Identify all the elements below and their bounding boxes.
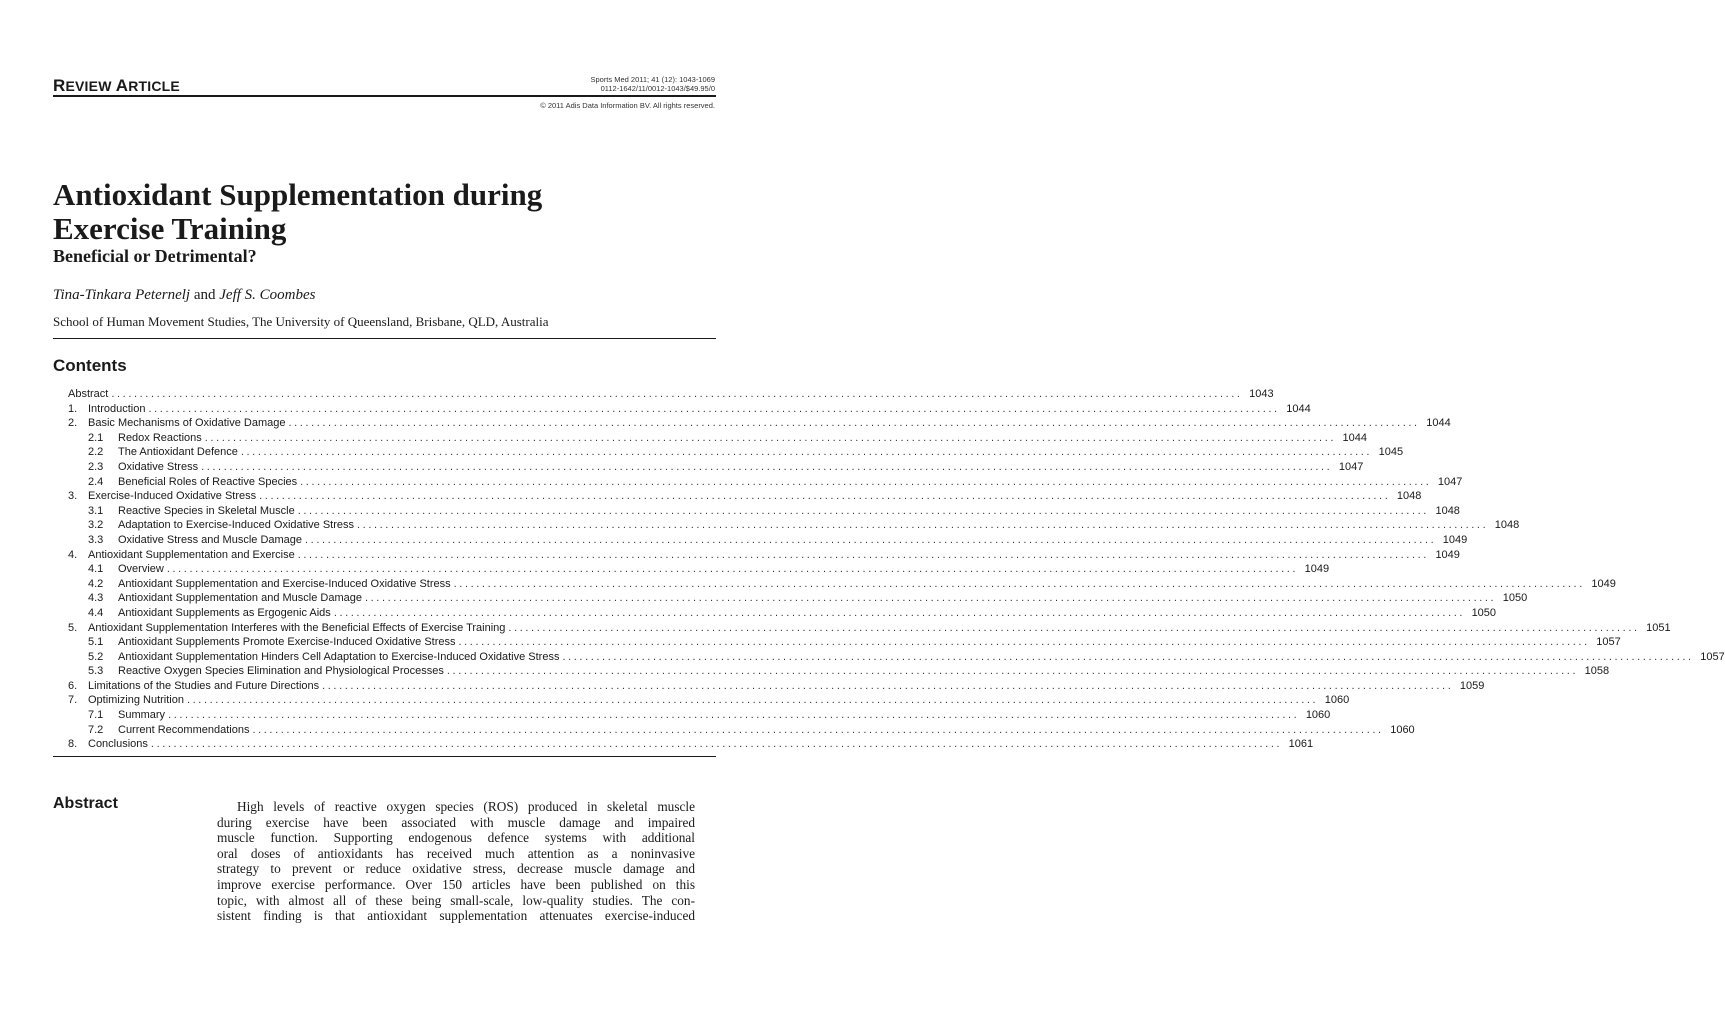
toc-entry-page: 1044 [1342,431,1368,444]
article-type-initial: R [53,76,66,95]
toc-entry[interactable] [53,591,1528,606]
toc-entry-label: Redox Reactions [118,431,202,444]
toc-dot-leader: ........................................................................................................................................................................................................ [186,694,1319,707]
toc-entry-label: Overview [118,563,164,576]
toc-dot-leader: ........................................................................................................................................................................................................ [508,621,1640,634]
article-title-line-2: Exercise Training [53,211,287,246]
toc-entry[interactable] [53,431,1368,446]
toc-entry-number: 4. [68,548,78,561]
article-type-rest: EVIEW [65,78,112,94]
toc-dot-leader: ........................................................................................................................................................................................................ [259,490,1391,503]
author-separator: and [190,287,220,303]
toc-entry[interactable] [53,387,1274,402]
toc-entry-page: 1048 [1435,504,1460,517]
toc-dot-leader: ........................................................................................................................................................................................................ [297,504,1429,517]
toc-entry[interactable] [53,489,1422,504]
toc-entry-label: Reactive Species in Skeletal Muscle [118,504,295,517]
toc-dot-leader: ........................................................................................................................................................................................................ [364,592,1497,605]
table-of-contents [53,387,1725,752]
toc-entry-page: 1050 [1502,592,1528,605]
toc-entry-page: 1051 [1646,621,1671,634]
toc-entry-number: 4.4 [88,606,104,619]
toc-entry-label: The Antioxidant Defence [118,446,238,459]
abstract-line: topic, with almost all of these being small-scale, low-quality studies. The con- [217,892,695,908]
toc-entry-number: 6. [68,679,78,692]
toc-entry[interactable] [53,679,1485,694]
article-subtitle: Beneficial or Detrimental? [53,246,257,266]
toc-entry[interactable] [53,475,1463,490]
article-title [53,178,713,246]
toc-entry-number: 1. [68,402,78,415]
toc-entry[interactable] [53,606,1497,621]
toc-dot-leader: ........................................................................................................................................................................................................ [150,738,1283,751]
abstract-text [217,799,695,924]
toc-dot-leader: ........................................................................................................................................................................................................ [111,388,1243,400]
toc-entry-number: 3.2 [88,519,104,532]
toc-entry-label: Basic Mechanisms of Oxidative Damage [88,417,286,430]
toc-entry-number: 4.3 [88,592,104,605]
header-divider [53,95,716,97]
toc-entry-label: Antioxidant Supplements Promote Exercise-Induced Oxidative Stress [118,636,456,649]
toc-dot-leader: ........................................................................................................................................................................................................ [453,577,1585,590]
toc-entry-label: Abstract [68,388,109,400]
toc-entry-number: 2.1 [88,431,104,444]
title-divider [53,338,716,339]
toc-entry[interactable] [53,650,1725,665]
toc-entry[interactable] [53,533,1468,548]
toc-entry[interactable] [53,548,1460,563]
toc-entry[interactable] [53,693,1350,708]
article-type-label [53,76,180,96]
toc-entry-label: Adaptation to Exercise-Induced Oxidative Stress [118,519,355,532]
toc-entry[interactable] [53,723,1415,738]
toc-entry-label: Current Recommendations [118,723,250,736]
toc-entry-number: 2.4 [88,475,104,488]
toc-entry-page: 1057 [1700,650,1725,663]
toc-entry-label: Conclusions [88,738,148,751]
abstract-line: High levels of reactive oxygen species (ROS) produced in skeletal muscle [237,799,695,814]
toc-entry-label: Antioxidant Supplementation and Exercise-Induced Oxidative Stress [118,577,451,590]
toc-entry[interactable] [53,416,1451,431]
toc-entry[interactable] [53,621,1671,636]
toc-entry-page: 1057 [1596,636,1621,649]
toc-entry-page: 1044 [1286,402,1311,415]
toc-entry-number: 3.1 [88,504,104,517]
abstract-line: oral doses of antioxidants has received much attention as a noninvasive [217,845,695,861]
toc-entry-label: Antioxidant Supplementation Hinders Cell Adaptation to Exercise-Induced Oxidative Stress [118,650,560,663]
toc-entry-page: 1060 [1324,694,1350,707]
toc-entry[interactable] [53,460,1364,475]
toc-entry-label: Reactive Oxygen Species Elimination and Physiological Processes [118,665,444,678]
abstract-line: sistent finding is that antioxidant supplementation attenuates exercise-induced [217,908,695,924]
toc-entry-page: 1049 [1442,533,1468,546]
abstract-heading: Abstract [53,795,118,812]
toc-entry[interactable] [53,664,1610,679]
toc-entry[interactable] [53,577,1616,592]
article-type-initial-2: A [115,76,129,95]
toc-entry-number: 5.2 [88,650,104,663]
toc-entry-number: 3.3 [88,533,104,546]
toc-entry-page: 1059 [1459,679,1485,692]
toc-dot-leader: ........................................................................................................................................................................................................ [333,606,1466,619]
toc-entry-label: Limitations of the Studies and Future Directions [88,679,320,692]
toc-entry-number: 2. [68,417,78,430]
toc-entry-page: 1060 [1305,709,1331,722]
toc-entry[interactable] [53,504,1460,519]
toc-entry[interactable] [53,402,1311,417]
contents-divider [53,756,716,757]
toc-entry-page: 1049 [1435,548,1460,561]
toc-entry-page: 1050 [1471,606,1497,619]
toc-dot-leader: ........................................................................................................................................................................................................ [297,548,1429,561]
toc-entry-label: Antioxidant Supplementation and Exercise [88,548,295,561]
toc-dot-leader: ........................................................................................................................................................................................................ [305,533,1437,546]
toc-dot-leader: ........................................................................................................................................................................................................ [446,665,1579,678]
toc-entry[interactable] [53,445,1404,460]
toc-dot-leader: ........................................................................................................................................................................................................ [322,679,1454,692]
toc-entry-label: Summary [118,709,166,722]
toc-entry-label: Antioxidant Supplementation Interferes with the Beneficial Effects of Exercise Training [88,621,506,634]
toc-entry-number: 7. [68,694,78,707]
toc-entry[interactable] [53,562,1330,577]
toc-dot-leader: ........................................................................................................................................................................................................ [168,709,1300,722]
toc-entry-number: 5. [68,621,78,634]
toc-dot-leader: ........................................................................................................................................................................................................ [252,723,1384,736]
toc-entry-number: 5.1 [88,636,104,649]
toc-dot-leader: ........................................................................................................................................................................................................ [562,650,1694,663]
toc-dot-leader: ........................................................................................................................................................................................................ [166,563,1299,576]
toc-entry-number: 2.2 [88,446,104,459]
toc-entry-page: 1060 [1390,723,1415,736]
toc-entry-number: 4.2 [88,577,104,590]
toc-entry-number: 4.1 [88,563,104,576]
toc-dot-leader: ........................................................................................................................................................................................................ [148,402,1280,415]
toc-dot-leader: ........................................................................................................................................................................................................ [458,636,1590,649]
toc-dot-leader: ........................................................................................................................................................................................................ [288,417,1420,430]
toc-entry-page: 1049 [1304,563,1330,576]
toc-entry[interactable] [53,708,1331,723]
toc-dot-leader: ........................................................................................................................................................................................................ [300,475,1432,488]
toc-entry-number: 2.3 [88,460,104,473]
toc-entry-page: 1061 [1288,738,1314,751]
toc-entry[interactable] [53,518,1520,533]
author-name: Tina-Tinkara Peternelj [53,287,191,303]
abstract-line: strategy to prevent or reduce oxidative stress, decrease muscle damage and [217,861,695,877]
article-type-rest-2: RTICLE [128,78,180,94]
toc-entry-page: 1047 [1437,475,1463,488]
toc-entry-label: Oxidative Stress [118,460,199,473]
journal-issn-line: 0112-1642/11/0012-1043/$49.95/0 [600,84,715,93]
toc-dot-leader: ........................................................................................................................................................................................................ [240,446,1373,459]
author-list [53,287,316,304]
journal-citation [590,75,715,93]
toc-entry-page: 1043 [1249,388,1274,400]
copyright-notice: © 2011 Adis Data Information BV. All rights reserved. [540,101,715,110]
toc-entry-label: Beneficial Roles of Reactive Species [118,475,298,488]
abstract-line: muscle function. Supporting endogenous defence systems with additional [217,830,695,846]
contents-heading: Contents [53,356,127,375]
toc-entry-page: 1048 [1396,490,1422,503]
toc-entry-label: Antioxidant Supplementation and Muscle Damage [118,592,362,605]
toc-entry-number: 3. [68,490,78,503]
toc-entry-label: Antioxidant Supplements as Ergogenic Aids [118,606,331,619]
author-affiliation: School of Human Movement Studies, The University of Queensland, Brisbane, QLD, Australia [53,314,549,329]
author-name: Jeff S. Coombes [219,287,316,303]
toc-dot-leader: ........................................................................................................................................................................................................ [201,460,1333,473]
article-title-line-1: Antioxidant Supplementation during [53,177,543,212]
toc-entry-label: Exercise-Induced Oxidative Stress [88,490,257,503]
toc-entry-number: 7.1 [88,709,104,722]
toc-entry-label: Optimizing Nutrition [88,694,184,707]
toc-dot-leader: ........................................................................................................................................................................................................ [204,431,1337,444]
toc-entry-page: 1045 [1378,446,1404,459]
toc-entry-page: 1048 [1494,519,1520,532]
journal-citation-line: Sports Med 2011; 41 (12): 1043-1069 [590,75,715,84]
toc-entry-page: 1058 [1584,665,1610,678]
toc-entry-label: Introduction [88,402,146,415]
toc-dot-leader: ........................................................................................................................................................................................................ [357,519,1489,532]
toc-entry-page: 1049 [1591,577,1616,590]
abstract-line: improve exercise performance. Over 150 articles have been published on this [217,876,695,892]
toc-entry-page: 1047 [1338,460,1364,473]
toc-entry-number: 5.3 [88,665,104,678]
abstract-line: during exercise have been associated with muscle damage and impaired [217,814,695,830]
toc-entry[interactable] [53,737,1314,752]
toc-entry-number: 7.2 [88,723,104,736]
toc-entry-number: 8. [68,738,78,751]
toc-entry-page: 1044 [1426,417,1451,430]
toc-entry-label: Oxidative Stress and Muscle Damage [118,533,303,546]
toc-entry[interactable] [53,635,1621,650]
